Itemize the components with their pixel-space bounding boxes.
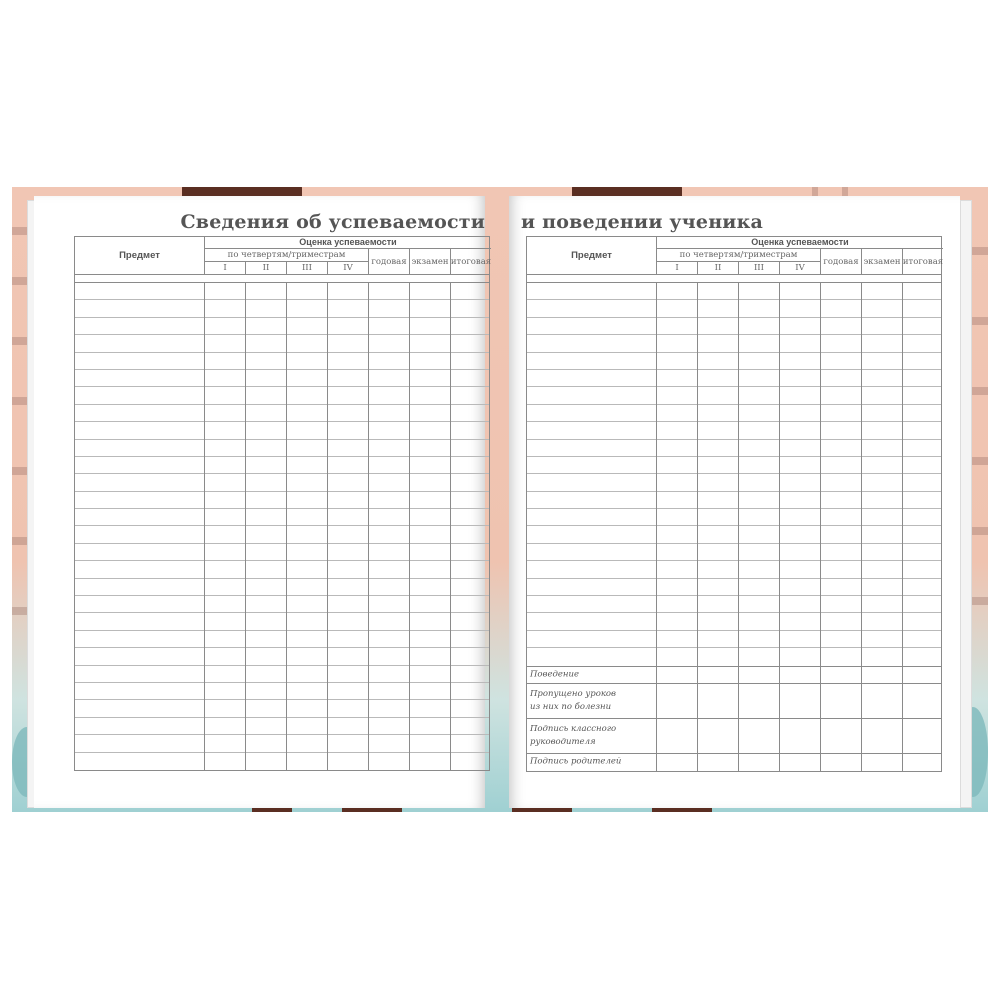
table-row [527, 561, 941, 578]
column-divider [697, 283, 698, 771]
table-row [527, 283, 941, 300]
column-divider [327, 283, 328, 770]
table-row [75, 370, 489, 387]
table-row [527, 318, 941, 335]
column-divider [245, 283, 246, 770]
table-row [527, 596, 941, 613]
page-title-right: и поведении ученика [521, 211, 764, 233]
grade-header: Оценка успеваемости [204, 237, 491, 249]
page-edge-right [960, 200, 972, 808]
column-divider [738, 283, 739, 771]
table-row [75, 492, 489, 509]
header-gap [75, 275, 489, 283]
table-row [75, 457, 489, 474]
quarter-1-header: I [675, 263, 679, 273]
teacher-signature-row [527, 719, 941, 754]
page-title-left: Сведения об успеваемости [180, 211, 485, 233]
table-row [75, 683, 489, 700]
table-row [527, 509, 941, 526]
table-row [527, 631, 941, 648]
grade-rows [527, 283, 941, 666]
teacher-signature-label: Подпись классного руководителя [530, 723, 617, 747]
table-row [75, 405, 489, 422]
column-divider [286, 283, 287, 770]
grades-table-right [526, 236, 942, 772]
table-row [527, 648, 941, 665]
column-divider [779, 283, 780, 771]
table-row [75, 509, 489, 526]
table-row [75, 561, 489, 578]
grade-rows [75, 283, 489, 770]
table-row [75, 753, 489, 770]
table-row [527, 492, 941, 509]
table-row [527, 335, 941, 352]
period-group [204, 249, 368, 275]
table-row [527, 422, 941, 439]
table-row [75, 735, 489, 752]
quarter-4-header: IV [327, 262, 368, 275]
table-row [527, 613, 941, 630]
column-divider [820, 283, 821, 771]
table-row [75, 318, 489, 335]
table-row [75, 422, 489, 439]
table-row [527, 440, 941, 457]
final-header: итоговая [902, 249, 943, 275]
table-row [75, 353, 489, 370]
subject-header: Предмет [119, 250, 160, 261]
annual-header: годовая [368, 249, 409, 275]
left-page [34, 196, 492, 808]
table-row [75, 718, 489, 735]
column-divider [656, 283, 657, 771]
table-row [75, 387, 489, 404]
table-row [75, 283, 489, 300]
period-header: по четвертям/триместрам [205, 249, 368, 262]
quarter-2-header: II [245, 262, 286, 275]
column-divider [204, 283, 205, 770]
quarter-1-header: I [223, 263, 227, 273]
summary-rows [527, 666, 941, 771]
behavior-label: Поведение [530, 669, 580, 680]
table-row [527, 387, 941, 404]
missed-lessons-row [527, 684, 941, 719]
table-row [75, 335, 489, 352]
table-row [527, 405, 941, 422]
annual-header: годовая [820, 249, 861, 275]
subject-header: Предмет [571, 250, 612, 261]
table-row [75, 613, 489, 630]
table-row [75, 666, 489, 683]
header-gap [527, 275, 941, 283]
grades-table-left [74, 236, 490, 771]
parent-signature-label: Подпись родителей [530, 756, 622, 767]
grade-header: Оценка успеваемости [656, 237, 943, 249]
table-row [75, 300, 489, 317]
quarter-4-header: IV [779, 262, 820, 275]
table-row [75, 526, 489, 543]
table-row [527, 579, 941, 596]
table-row [527, 544, 941, 561]
missed-lessons-label: Пропущено уроков из них по болезни [530, 688, 616, 712]
period-group [656, 249, 820, 275]
quarter-3-header: III [738, 262, 779, 275]
column-divider [902, 283, 903, 771]
table-row [527, 526, 941, 543]
table-row [75, 700, 489, 717]
period-header: по четвертям/триместрам [657, 249, 820, 262]
behavior-row [527, 667, 941, 684]
table-row [527, 300, 941, 317]
table-row [75, 596, 489, 613]
table-header [527, 237, 944, 275]
exam-header: экзамен [861, 249, 902, 275]
parent-signature-row [527, 754, 941, 771]
quarter-2-header: II [697, 262, 738, 275]
table-row [75, 474, 489, 491]
table-row [527, 457, 941, 474]
table-header [75, 237, 492, 275]
table-row [75, 631, 489, 648]
table-row [75, 440, 489, 457]
column-divider [368, 283, 369, 770]
final-header: итоговая [450, 249, 491, 275]
column-divider [861, 283, 862, 771]
exam-header: экзамен [409, 249, 450, 275]
table-row [527, 474, 941, 491]
quarter-3-header: III [286, 262, 327, 275]
column-divider [409, 283, 410, 770]
right-page [509, 196, 960, 808]
table-row [527, 370, 941, 387]
table-row [527, 353, 941, 370]
table-row [75, 648, 489, 665]
table-row [75, 544, 489, 561]
table-row [75, 579, 489, 596]
column-divider [450, 283, 451, 770]
